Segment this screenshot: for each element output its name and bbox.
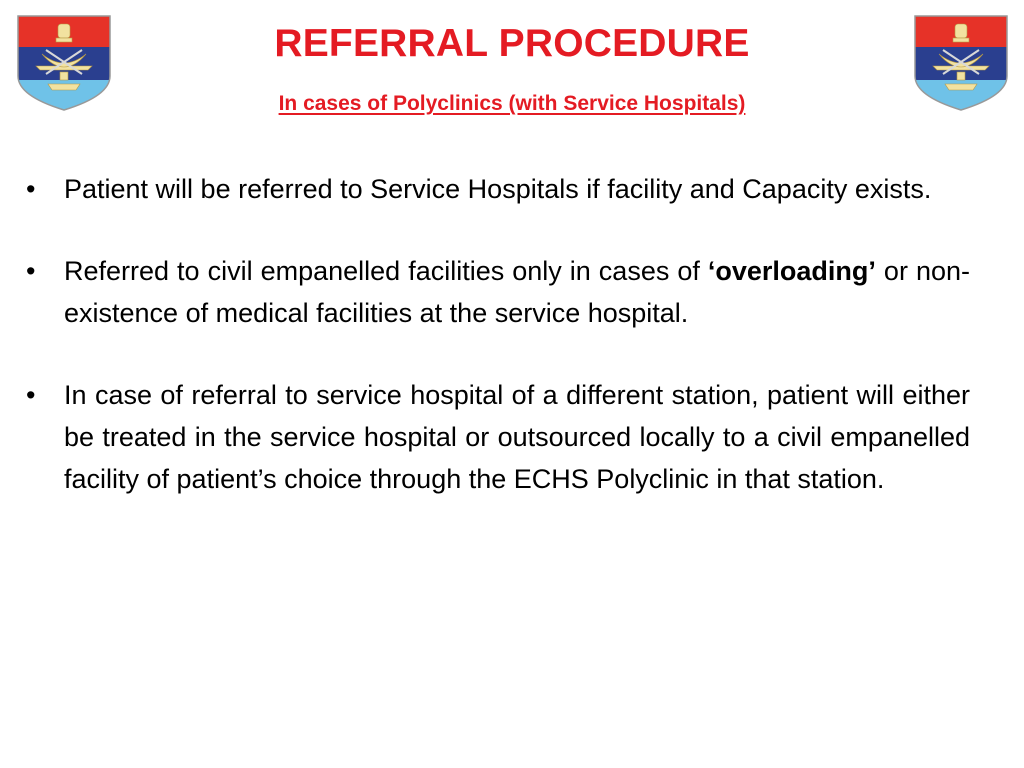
- list-item: [26, 374, 970, 500]
- bullet-text: [64, 250, 970, 334]
- list-item: [26, 250, 970, 334]
- page-title: REFERRAL PROCEDURE: [274, 22, 750, 65]
- bullet-text-bold: ‘overloading’: [707, 256, 876, 286]
- bullet-text-before: Referred to civil empanelled facilities only in cases of: [64, 256, 708, 286]
- bullet-text: Patient will be referred to Service Hospitals if facility and Capacity exists.: [64, 174, 932, 204]
- list-item: [26, 168, 970, 210]
- bullet-icon: •: [26, 174, 36, 204]
- bullet-text: In case of referral to service hospital of a different station, patient will either be treated in the service hospital or outsourced locally to a civil empanelled facility of patient’s choice through the ECHS Polyclinic in that station.: [64, 380, 970, 494]
- bullet-text-after: or non-existence of medical facilities at the service hospital.: [64, 256, 970, 328]
- page-subtitle: In cases of Polyclinics (with Service Hospitals): [278, 92, 746, 115]
- bullet-list: [26, 168, 970, 540]
- bullet-icon: •: [26, 256, 36, 286]
- bullet-icon: •: [26, 380, 36, 410]
